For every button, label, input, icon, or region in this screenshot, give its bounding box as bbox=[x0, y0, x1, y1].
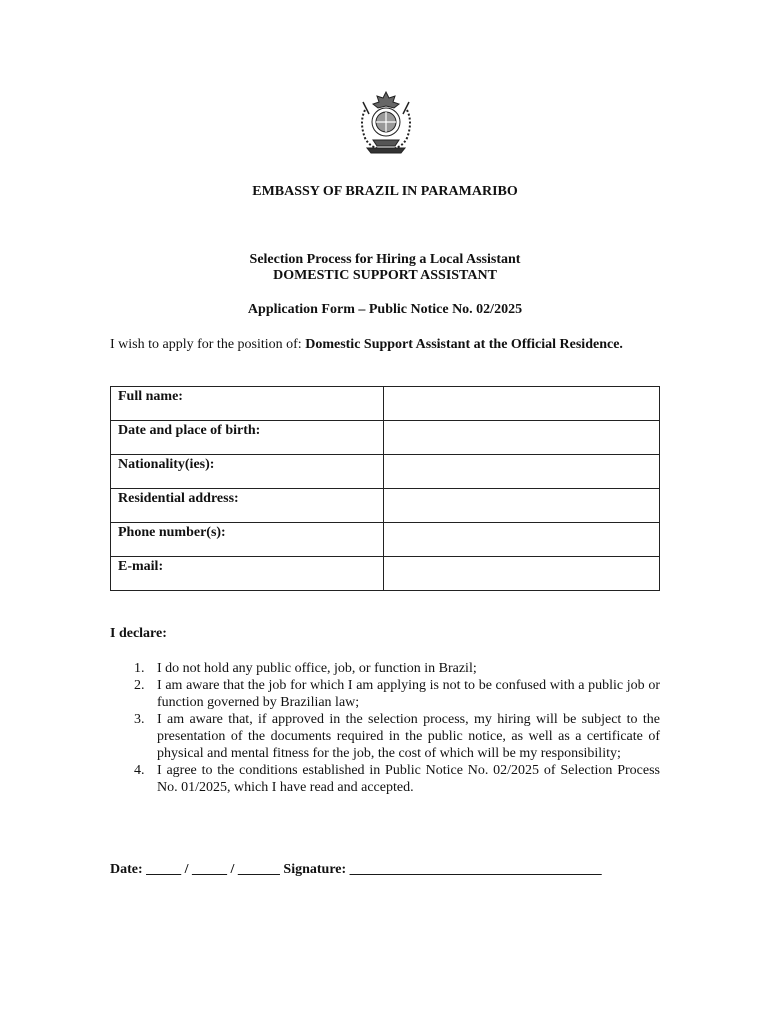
applicant-form-table bbox=[110, 386, 660, 591]
application-form-title: Application Form – Public Notice No. 02/2025 bbox=[247, 302, 523, 317]
list-text: I am aware that the job for which I am applying is not to be confused with a public job or function governed by Brazilian law; bbox=[157, 678, 660, 710]
field-label: Date and place of birth: bbox=[111, 421, 384, 455]
table-row bbox=[111, 557, 660, 591]
position-title: DOMESTIC SUPPORT ASSISTANT bbox=[273, 268, 497, 283]
embassy-title: EMBASSY OF BRAZIL IN PARAMARIBO bbox=[252, 184, 518, 199]
address-field[interactable] bbox=[384, 489, 660, 523]
date-signature-line[interactable]: Date: _____ / _____ / ______ Signature: ____________________________________ bbox=[110, 862, 602, 877]
table-row bbox=[111, 489, 660, 523]
list-number: 2. bbox=[134, 678, 145, 693]
list-text: I do not hold any public office, job, or function in Brazil; bbox=[157, 661, 477, 676]
email-field[interactable] bbox=[384, 557, 660, 591]
list-item bbox=[110, 762, 660, 796]
list-item bbox=[110, 711, 660, 762]
birth-date-place-field[interactable] bbox=[384, 421, 660, 455]
declaration-list bbox=[110, 660, 660, 796]
list-number: 1. bbox=[134, 661, 145, 676]
declaration-heading: I declare: bbox=[110, 626, 167, 641]
table-row bbox=[111, 455, 660, 489]
field-label: Residential address: bbox=[111, 489, 384, 523]
list-number: 3. bbox=[134, 712, 145, 727]
table-row bbox=[111, 387, 660, 421]
full-name-field[interactable] bbox=[384, 387, 660, 421]
list-text: I agree to the conditions established in Public Notice No. 02/2025 of Selection Process No. 01/2025, which I have read and accepted. bbox=[157, 763, 660, 795]
nationality-field[interactable] bbox=[384, 455, 660, 489]
list-item bbox=[110, 660, 660, 677]
list-text: I am aware that, if approved in the selection process, my hiring will be subject to the presentation of the documents required in the public notice, as well as a certificate of physical and mental fitness for the job, the cost of which will be my responsibility; bbox=[157, 712, 660, 761]
apply-position: Domestic Support Assistant at the Official Residence. bbox=[305, 337, 623, 352]
list-number: 4. bbox=[134, 763, 145, 778]
field-label: Full name: bbox=[111, 387, 384, 421]
apply-statement bbox=[110, 336, 660, 353]
apply-prefix: I wish to apply for the position of: bbox=[110, 337, 306, 352]
coat-of-arms-icon bbox=[355, 88, 417, 156]
table-row bbox=[111, 421, 660, 455]
field-label: Nationality(ies): bbox=[111, 455, 384, 489]
list-item bbox=[110, 677, 660, 711]
selection-process-title: Selection Process for Hiring a Local Assistant bbox=[249, 252, 521, 267]
table-row bbox=[111, 523, 660, 557]
field-label: Phone number(s): bbox=[111, 523, 384, 557]
field-label: E-mail: bbox=[111, 557, 384, 591]
phone-field[interactable] bbox=[384, 523, 660, 557]
